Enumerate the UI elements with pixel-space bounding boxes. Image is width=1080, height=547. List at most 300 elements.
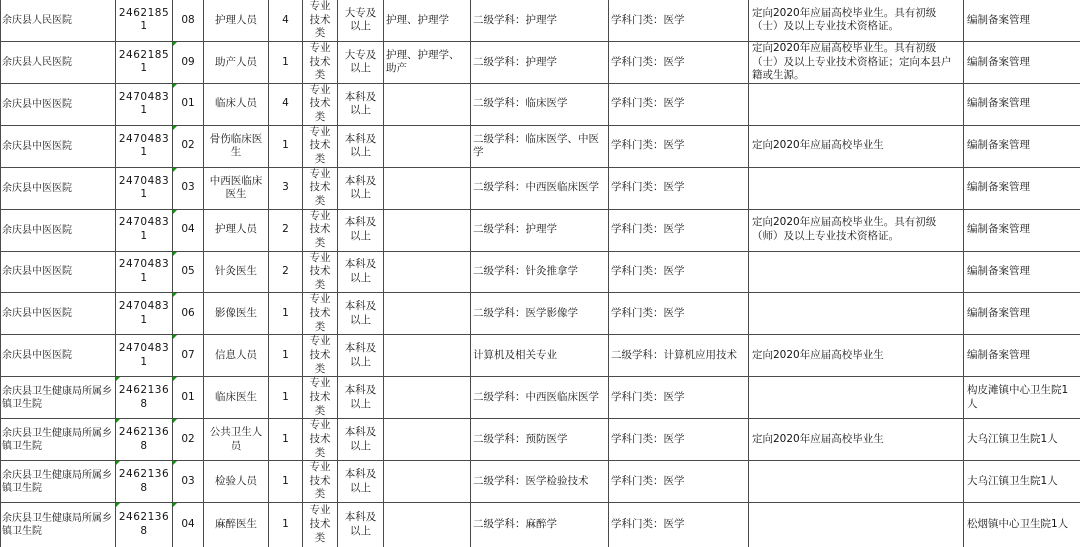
cell-education-requirement [338,251,384,293]
cell-position-number-text: 01 [181,97,194,109]
cell-unit-name-text: 余庆县人民医院 [2,15,72,26]
cell-headcount [269,0,303,41]
cell-position-code-text: 24621368 [119,468,169,494]
cell-headcount [269,83,303,125]
cell-management-or-location [964,335,1080,377]
cell-management-or-location-text: 编制备案管理 [967,223,1030,235]
cell-position-code [116,293,173,335]
cell-secondary-discipline-text: 二级学科：临床医学、中医学 [473,133,599,159]
cell-education-requirement-text: 本科及以上 [345,258,377,284]
cell-position-title-text: 影像医生 [215,307,257,319]
cell-other-requirements [749,503,964,547]
cell-discipline-category-text: 学科门类：医学 [611,56,685,68]
cell-position-number-text: 06 [181,307,194,319]
cell-position-title-text: 骨伤临床医生 [210,133,263,159]
cell-headcount-text: 1 [282,307,289,319]
cell-position-code-text: 24621368 [119,511,169,537]
cell-education-requirement-text: 本科及以上 [345,384,377,410]
cell-position-code [116,209,173,251]
cell-headcount-text: 1 [282,475,289,487]
stored-as-text-marker-icon [116,377,120,381]
cell-secondary-discipline [471,251,609,293]
cell-discipline-category-text: 学科门类：医学 [611,475,685,487]
cell-unit-name-text: 余庆县中医医院 [2,99,72,110]
cell-position-number [173,125,204,167]
table-row [1,419,1080,461]
cell-post-category-text: 专业技术类 [310,126,331,165]
cell-post-category [303,419,338,461]
cell-discipline-category [609,377,749,419]
cell-management-or-location-text: 松烟镇中心卫生院1人 [967,518,1068,530]
cell-secondary-discipline-text: 二级学科：预防医学 [473,433,568,445]
cell-headcount-text: 3 [282,181,289,193]
table-row [1,83,1080,125]
stored-as-text-marker-icon [173,461,177,465]
cell-discipline-category-text: 学科门类：医学 [611,14,685,26]
cell-discipline-category-text: 学科门类：医学 [611,433,685,445]
cell-secondary-discipline [471,419,609,461]
cell-unit-name [1,83,116,125]
cell-major [384,209,471,251]
cell-management-or-location-text: 编制备案管理 [967,265,1030,277]
cell-education-requirement [338,419,384,461]
cell-post-category [303,335,338,377]
cell-position-title-text: 针灸医生 [215,265,257,277]
cell-major-text: 护理、护理学、助产 [386,49,460,75]
cell-unit-name [1,293,116,335]
cell-education-requirement [338,335,384,377]
cell-position-number-text: 02 [181,433,194,445]
cell-position-number-text: 02 [181,139,194,151]
cell-education-requirement [338,377,384,419]
cell-position-title-text: 临床医生 [215,391,257,403]
cell-education-requirement-text: 本科及以上 [345,426,377,452]
cell-discipline-category-text: 学科门类：医学 [611,307,685,319]
cell-education-requirement-text: 本科及以上 [345,91,377,117]
cell-secondary-discipline [471,293,609,335]
cell-position-title [204,293,269,335]
cell-discipline-category [609,41,749,83]
cell-discipline-category [609,83,749,125]
cell-headcount-text: 1 [282,433,289,445]
cell-unit-name [1,335,116,377]
cell-position-code [116,167,173,209]
cell-major [384,377,471,419]
cell-major [384,335,471,377]
cell-position-title [204,83,269,125]
cell-position-number-text: 07 [181,349,194,361]
cell-unit-name-text: 余庆县中医医院 [2,350,72,361]
cell-education-requirement-text: 大专及以上 [345,49,377,75]
cell-post-category [303,0,338,41]
cell-major [384,41,471,83]
stored-as-text-marker-icon [173,293,177,297]
cell-major-text: 护理、护理学 [386,14,449,26]
cell-management-or-location [964,0,1080,41]
cell-headcount-text: 1 [282,56,289,68]
table-row [1,167,1080,209]
cell-post-category-text: 专业技术类 [310,293,331,332]
cell-post-category [303,125,338,167]
cell-discipline-category [609,209,749,251]
cell-post-category-text: 专业技术类 [310,419,331,458]
cell-other-requirements-text: 定向2020年应届高校毕业生 [752,139,884,151]
cell-major [384,83,471,125]
cell-position-code [116,125,173,167]
cell-other-requirements [749,125,964,167]
cell-education-requirement-text: 本科及以上 [345,342,377,368]
cell-management-or-location [964,125,1080,167]
cell-position-code-text: 24621851 [119,49,169,75]
cell-post-category-text: 专业技术类 [310,504,331,543]
cell-position-title-text: 公共卫生人员 [210,426,263,452]
cell-position-number [173,461,204,503]
cell-education-requirement-text: 本科及以上 [345,216,377,242]
cell-discipline-category-text: 学科门类：医学 [611,97,685,109]
cell-unit-name [1,377,116,419]
cell-secondary-discipline-text: 二级学科：麻醉学 [473,518,557,530]
cell-position-code [116,503,173,547]
cell-secondary-discipline [471,125,609,167]
cell-unit-name-text: 余庆县卫生健康局所属乡镇卫生院 [2,428,112,452]
cell-position-number [173,167,204,209]
cell-position-title-text: 中西医临床医生 [210,175,263,201]
cell-position-code-text: 24704831 [119,216,169,242]
cell-position-title [204,209,269,251]
cell-headcount [269,419,303,461]
cell-headcount [269,335,303,377]
cell-unit-name-text: 余庆县中医医院 [2,266,72,277]
cell-discipline-category-text: 学科门类：医学 [611,223,685,235]
stored-as-text-marker-icon [116,461,120,465]
cell-secondary-discipline [471,461,609,503]
cell-secondary-discipline-text: 二级学科：中西医临床医学 [473,181,599,193]
cell-management-or-location-text: 编制备案管理 [967,14,1030,26]
cell-position-title [204,167,269,209]
cell-major [384,503,471,547]
cell-unit-name-text: 余庆县中医医院 [2,141,72,152]
table-row [1,125,1080,167]
cell-secondary-discipline-text: 二级学科：护理学 [473,56,557,68]
cell-post-category [303,293,338,335]
cell-management-or-location [964,209,1080,251]
cell-discipline-category [609,503,749,547]
cell-other-requirements-text: 定向2020年应届高校毕业生。具有初级（士）及以上专业技术资格证。 [752,7,936,33]
cell-unit-name-text: 余庆县中医医院 [2,183,72,194]
cell-position-number-text: 05 [181,265,194,277]
table-row [1,335,1080,377]
table-row [1,293,1080,335]
cell-position-code-text: 24704831 [119,300,169,326]
cell-education-requirement [338,41,384,83]
stored-as-text-marker-icon [173,503,177,507]
cell-position-number [173,0,204,41]
cell-other-requirements-text: 定向2020年应届高校毕业生。具有初级（士）及以上专业技术资格证；定向本县户籍或生源。 [752,42,952,81]
cell-discipline-category [609,293,749,335]
cell-secondary-discipline-text: 计算机及相关专业 [473,349,557,361]
cell-management-or-location [964,293,1080,335]
cell-post-category-text: 专业技术类 [310,461,331,500]
cell-position-code [116,0,173,41]
cell-major [384,251,471,293]
cell-unit-name [1,125,116,167]
cell-major [384,167,471,209]
cell-headcount [269,41,303,83]
cell-post-category-text: 专业技术类 [310,252,331,291]
cell-post-category [303,503,338,547]
cell-position-code-text: 24621368 [119,384,169,410]
cell-headcount-text: 2 [282,265,289,277]
cell-position-number-text: 04 [181,518,194,530]
cell-management-or-location [964,41,1080,83]
cell-headcount [269,461,303,503]
cell-discipline-category-text: 学科门类：医学 [611,265,685,277]
cell-position-code-text: 24704831 [119,91,169,117]
cell-discipline-category [609,335,749,377]
cell-discipline-category-text: 学科门类：医学 [611,181,685,193]
cell-secondary-discipline-text: 二级学科：护理学 [473,14,557,26]
cell-other-requirements [749,0,964,41]
table-row [1,251,1080,293]
cell-unit-name [1,419,116,461]
cell-position-number [173,209,204,251]
cell-management-or-location [964,419,1080,461]
cell-position-title-text: 护理人员 [215,14,257,26]
cell-position-number [173,419,204,461]
stored-as-text-marker-icon [173,84,177,88]
cell-major [384,419,471,461]
cell-post-category [303,251,338,293]
cell-position-number-text: 01 [181,391,194,403]
cell-position-title [204,335,269,377]
cell-education-requirement [338,167,384,209]
cell-secondary-discipline-text: 二级学科：临床医学 [473,97,568,109]
cell-position-number-text: 03 [181,181,194,193]
cell-education-requirement [338,293,384,335]
cell-secondary-discipline [471,335,609,377]
cell-position-code [116,461,173,503]
cell-unit-name-text: 余庆县人民医院 [2,57,72,68]
cell-other-requirements [749,419,964,461]
cell-position-code [116,335,173,377]
cell-other-requirements [749,41,964,83]
table-row [1,503,1080,547]
cell-unit-name-text: 余庆县中医医院 [2,225,72,236]
cell-position-title [204,419,269,461]
table-row [1,41,1080,83]
cell-unit-name-text: 余庆县中医医院 [2,308,72,319]
cell-headcount [269,125,303,167]
cell-major [384,461,471,503]
cell-discipline-category-text: 二级学科：计算机应用技术 [611,349,737,361]
cell-position-code [116,41,173,83]
cell-position-number [173,293,204,335]
cell-position-code-text: 24704831 [119,133,169,159]
cell-headcount [269,503,303,547]
cell-position-number [173,503,204,547]
cell-secondary-discipline [471,503,609,547]
cell-secondary-discipline-text: 二级学科：医学检验技术 [473,475,589,487]
cell-management-or-location-text: 大乌江镇卫生院1人 [967,433,1058,445]
cell-position-title [204,377,269,419]
cell-position-number-text: 03 [181,475,194,487]
cell-secondary-discipline-text: 二级学科：护理学 [473,223,557,235]
cell-position-number-text: 04 [181,223,194,235]
stored-as-text-marker-icon [173,210,177,214]
cell-headcount-text: 1 [282,391,289,403]
cell-discipline-category-text: 学科门类：医学 [611,139,685,151]
cell-education-requirement [338,83,384,125]
cell-position-number [173,251,204,293]
cell-other-requirements [749,83,964,125]
cell-post-category [303,41,338,83]
cell-management-or-location-text: 编制备案管理 [967,139,1030,151]
cell-management-or-location-text: 编制备案管理 [967,349,1030,361]
cell-secondary-discipline-text: 二级学科：医学影像学 [473,307,578,319]
cell-position-title-text: 信息人员 [215,349,257,361]
cell-secondary-discipline [471,209,609,251]
cell-management-or-location [964,167,1080,209]
cell-discipline-category [609,461,749,503]
cell-secondary-discipline [471,83,609,125]
stored-as-text-marker-icon [116,503,120,507]
cell-education-requirement [338,0,384,41]
cell-other-requirements-text: 定向2020年应届高校毕业生。具有初级（师）及以上专业技术资格证。 [752,216,936,242]
cell-position-title [204,0,269,41]
cell-discipline-category-text: 学科门类：医学 [611,518,685,530]
cell-management-or-location-text: 编制备案管理 [967,307,1030,319]
cell-post-category [303,461,338,503]
cell-headcount-text: 2 [282,223,289,235]
cell-education-requirement-text: 大专及以上 [345,7,377,33]
cell-management-or-location [964,461,1080,503]
cell-position-title-text: 麻醉医生 [215,518,257,530]
cell-education-requirement [338,209,384,251]
cell-position-title-text: 临床人员 [215,97,257,109]
cell-management-or-location-text: 编制备案管理 [967,181,1030,193]
cell-discipline-category [609,125,749,167]
cell-post-category-text: 专业技术类 [310,84,331,123]
cell-management-or-location [964,503,1080,547]
cell-education-requirement-text: 本科及以上 [345,468,377,494]
cell-post-category-text: 专业技术类 [310,210,331,249]
cell-position-title [204,503,269,547]
cell-position-title-text: 护理人员 [215,223,257,235]
cell-position-number-text: 08 [181,14,194,26]
cell-management-or-location-text: 大乌江镇卫生院1人 [967,475,1058,487]
cell-position-title [204,461,269,503]
cell-unit-name [1,41,116,83]
cell-management-or-location-text: 构皮滩镇中心卫生院1人 [967,384,1068,410]
cell-position-code [116,377,173,419]
cell-major [384,0,471,41]
cell-other-requirements-text: 定向2020年应届高校毕业生 [752,433,884,445]
cell-position-code-text: 24704831 [119,175,169,201]
stored-as-text-marker-icon [116,419,120,423]
cell-management-or-location [964,83,1080,125]
cell-headcount [269,293,303,335]
cell-education-requirement-text: 本科及以上 [345,511,377,537]
stored-as-text-marker-icon [173,126,177,130]
cell-post-category [303,377,338,419]
cell-discipline-category [609,419,749,461]
cell-position-title [204,41,269,83]
cell-other-requirements [749,377,964,419]
cell-position-number [173,41,204,83]
cell-headcount-text: 4 [282,97,289,109]
cell-position-code [116,83,173,125]
cell-education-requirement-text: 本科及以上 [345,133,377,159]
cell-other-requirements [749,293,964,335]
cell-position-code-text: 24704831 [119,258,169,284]
stored-as-text-marker-icon [173,42,177,46]
cell-position-code [116,251,173,293]
cell-education-requirement-text: 本科及以上 [345,175,377,201]
cell-discipline-category [609,167,749,209]
cell-position-code-text: 24621851 [119,7,169,33]
cell-unit-name [1,167,116,209]
cell-discipline-category [609,251,749,293]
cell-headcount-text: 1 [282,349,289,361]
cell-education-requirement [338,125,384,167]
cell-secondary-discipline [471,41,609,83]
cell-management-or-location-text: 编制备案管理 [967,97,1030,109]
table-row [1,377,1080,419]
cell-position-title [204,125,269,167]
cell-unit-name-text: 余庆县卫生健康局所属乡镇卫生院 [2,386,112,410]
cell-discipline-category-text: 学科门类：医学 [611,391,685,403]
cell-position-code [116,419,173,461]
cell-position-code-text: 24621368 [119,426,169,452]
cell-secondary-discipline-text: 二级学科：针灸推拿学 [473,265,578,277]
table-row [1,461,1080,503]
cell-post-category-text: 专业技术类 [310,168,331,207]
cell-other-requirements-text: 定向2020年应届高校毕业生 [752,349,884,361]
cell-post-category [303,83,338,125]
cell-education-requirement [338,503,384,547]
cell-other-requirements [749,251,964,293]
cell-education-requirement-text: 本科及以上 [345,300,377,326]
cell-position-number [173,83,204,125]
cell-secondary-discipline [471,377,609,419]
cell-post-category-text: 专业技术类 [310,42,331,81]
cell-secondary-discipline [471,167,609,209]
cell-headcount-text: 1 [282,518,289,530]
stored-as-text-marker-icon [173,335,177,339]
cell-discipline-category [609,0,749,41]
stored-as-text-marker-icon [173,377,177,381]
cell-unit-name [1,503,116,547]
cell-position-number [173,377,204,419]
cell-position-title [204,251,269,293]
cell-secondary-discipline [471,0,609,41]
cell-management-or-location [964,251,1080,293]
cell-position-title-text: 助产人员 [215,56,257,68]
cell-post-category-text: 专业技术类 [310,335,331,374]
cell-secondary-discipline-text: 二级学科：中西医临床医学 [473,391,599,403]
cell-unit-name [1,461,116,503]
cell-other-requirements [749,167,964,209]
cell-position-number-text: 09 [181,56,194,68]
cell-post-category-text: 专业技术类 [310,377,331,416]
cell-unit-name [1,251,116,293]
cell-unit-name [1,0,116,41]
table-row [1,0,1080,41]
cell-headcount [269,209,303,251]
cell-other-requirements [749,335,964,377]
cell-management-or-location [964,377,1080,419]
cell-unit-name-text: 余庆县卫生健康局所属乡镇卫生院 [2,470,112,494]
